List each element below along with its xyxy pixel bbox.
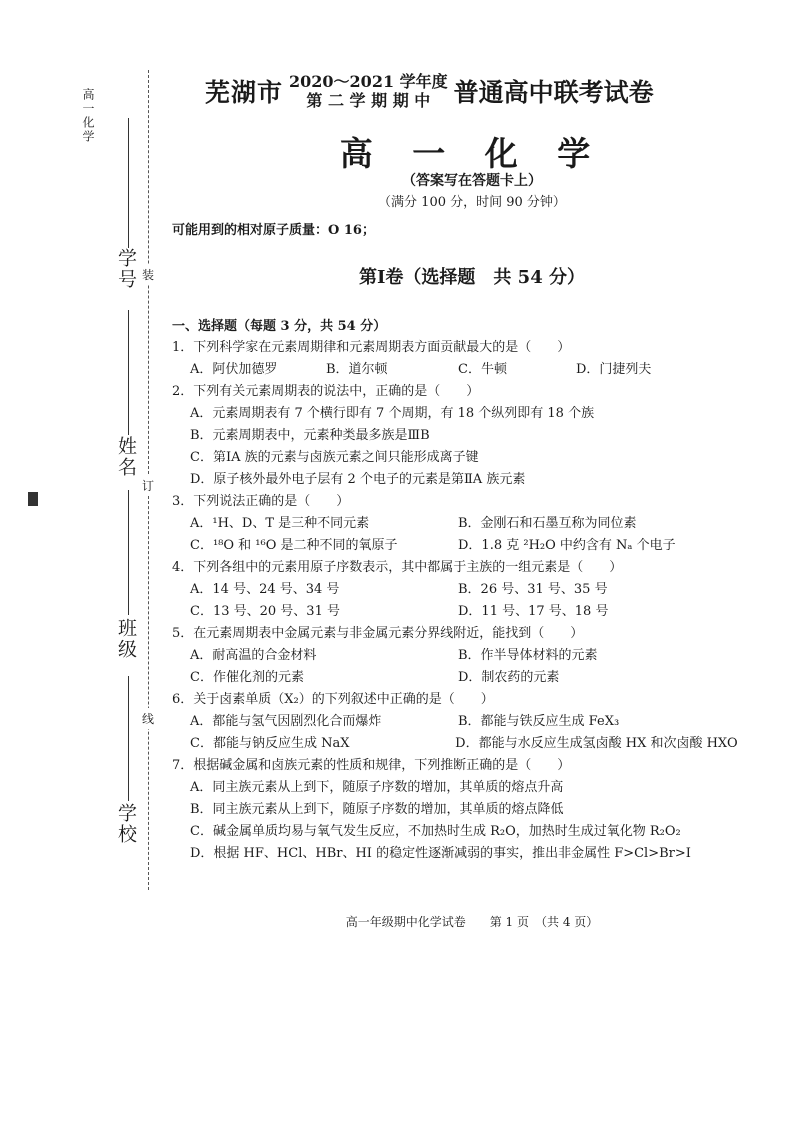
subject-title: 高 一 化 学: [339, 134, 605, 173]
city-name: 芜湖市: [205, 78, 284, 107]
option-a: A．元素周期表有 7 个横行即有 7 个周期，有 18 个纵列即有 18 个族: [190, 406, 595, 421]
option-d: D．11 号、17 号、18 号: [458, 604, 609, 619]
term-stack: [289, 72, 448, 110]
option-b: B．都能与铁反应生成 FeX₃: [458, 714, 620, 729]
answer-note: （答案写在答题卡上）: [402, 173, 542, 189]
option-d: D．制农药的元素: [458, 670, 560, 685]
question-7-option-b-row: [172, 799, 752, 821]
option-b: B．道尔顿: [326, 362, 388, 377]
question-4-options-row1: [172, 579, 752, 601]
part-heading: 一、选择题（每题 3 分，共 54 分）: [172, 319, 387, 334]
option-a: A．都能与氢气因剧烈化合而爆炸: [190, 714, 382, 729]
question-4: 4．下列各组中的元素用原子序数表示，其中都属于主族的一组元素是（ ）: [172, 560, 623, 575]
question-6: 6．关于卤素单质（X₂）的下列叙述中正确的是（ ）: [172, 692, 494, 707]
question-7-option-d-row: [172, 843, 752, 865]
section-title: 第Ⅰ卷（选择题 共 54 分）: [358, 267, 585, 288]
binding-marker-ding: 订: [142, 475, 154, 496]
option-b: B．元素周期表中，元素种类最多族是ⅢB: [190, 428, 430, 443]
question-2-option-d-row: [172, 469, 752, 491]
blank-line-student-id: [128, 118, 129, 248]
option-b: B．26 号、31 号、35 号: [458, 582, 608, 597]
option-b: B．作半导体材料的元素: [458, 648, 598, 663]
option-d: D．原子核外最外电子层有 2 个电子的元素是第ⅡA 族元素: [190, 472, 526, 487]
atomic-mass-note: 可能用到的相对原子质量：O 16；: [172, 223, 375, 238]
field-class: 班级: [115, 618, 137, 660]
option-d: D．门捷列夫: [576, 362, 652, 377]
option-c: C．¹⁸O 和 ¹⁶O 是二种不同的氧原子: [190, 538, 398, 553]
question-3-options-row1: [172, 513, 752, 535]
field-name: 姓名: [115, 436, 137, 478]
score-time-note: （满分 100 分，时间 90 分钟）: [378, 195, 566, 210]
option-d: D．1.8 克 ²H₂O 中约含有 Nₐ 个电子: [458, 538, 676, 553]
option-d: D．都能与水反应生成氢卤酸 HX 和次卤酸 HXO: [455, 736, 738, 751]
option-a: A．耐高温的合金材料: [190, 648, 317, 663]
binding-marker-xian: 线: [142, 708, 154, 729]
option-c: C．第ⅠA 族的元素与卤族元素之间只能形成离子键: [190, 450, 479, 465]
questions-area: [172, 315, 752, 865]
blank-line-name: [128, 310, 129, 435]
option-a: A．阿伏加德罗: [190, 362, 278, 377]
question-2-option-b-row: [172, 425, 752, 447]
field-student-id: 学号: [115, 248, 137, 290]
blank-line-class: [128, 490, 129, 615]
question-7: 7．根据碱金属和卤族元素的性质和规律，下列推断正确的是（ ）: [172, 758, 571, 773]
question-2: 2．下列有关元素周期表的说法中，正确的是（ ）: [172, 384, 480, 399]
exam-name: 普通高中联考试卷: [453, 78, 654, 107]
option-c: C．碱金属单质均易与氧气发生反应，不加热时生成 R₂O，加热时生成过氧化物 R₂O₂: [190, 824, 681, 839]
option-c: C．都能与钠反应生成 NaX: [190, 736, 350, 751]
option-c: C．13 号、20 号、31 号: [190, 604, 340, 619]
question-6-options-row2: [172, 733, 752, 755]
question-5-options-row1: [172, 645, 752, 667]
binding-top-label: 高一化学: [81, 88, 95, 144]
question-2-option-c-row: [172, 447, 752, 469]
option-a: A．同主族元素从上到下，随原子序数的增加，其单质的熔点升高: [190, 780, 564, 795]
question-1-options: [172, 359, 752, 381]
question-3-options-row2: [172, 535, 752, 557]
question-3: 3．下列说法正确的是（ ）: [172, 494, 350, 509]
question-5-options-row2: [172, 667, 752, 689]
option-b: B．金刚石和石墨互称为同位素: [458, 516, 637, 531]
school-year: 2020～2021 学年度: [289, 72, 448, 91]
blank-line-school: [128, 676, 129, 801]
option-c: C．作催化剂的元素: [190, 670, 304, 685]
question-2-option-a-row: [172, 403, 752, 425]
option-b: B．同主族元素从上到下，随原子序数的增加，其单质的熔点降低: [190, 802, 564, 817]
field-school: 学校: [115, 803, 137, 845]
option-a: A．14 号、24 号、34 号: [190, 582, 340, 597]
scan-mark: [28, 492, 38, 506]
question-6-options-row1: [172, 711, 752, 733]
question-7-option-c-row: [172, 821, 752, 843]
term-label: 第 二 学 期 期 中: [306, 91, 431, 110]
option-a: A．¹H、D、T 是三种不同元素: [190, 516, 370, 531]
question-1: 1．下列科学家在元素周期律和元素周期表方面贡献最大的是（ ）: [172, 340, 571, 355]
question-4-options-row2: [172, 601, 752, 623]
page-footer: 高一年级期中化学试卷 第 1 页 （共 4 页）: [345, 915, 599, 929]
question-5: 5．在元素周期表中金属元素与非金属元素分界线附近，能找到（ ）: [172, 626, 584, 641]
question-7-option-a-row: [172, 777, 752, 799]
exam-header: [205, 72, 654, 110]
option-c: C．牛顿: [458, 362, 507, 377]
binding-marker-zhuang: 装: [142, 264, 154, 285]
option-d: D．根据 HF、HCl、HBr、HI 的稳定性逐渐减弱的事实，推出非金属性 F>Cl>Br>I: [190, 846, 691, 861]
